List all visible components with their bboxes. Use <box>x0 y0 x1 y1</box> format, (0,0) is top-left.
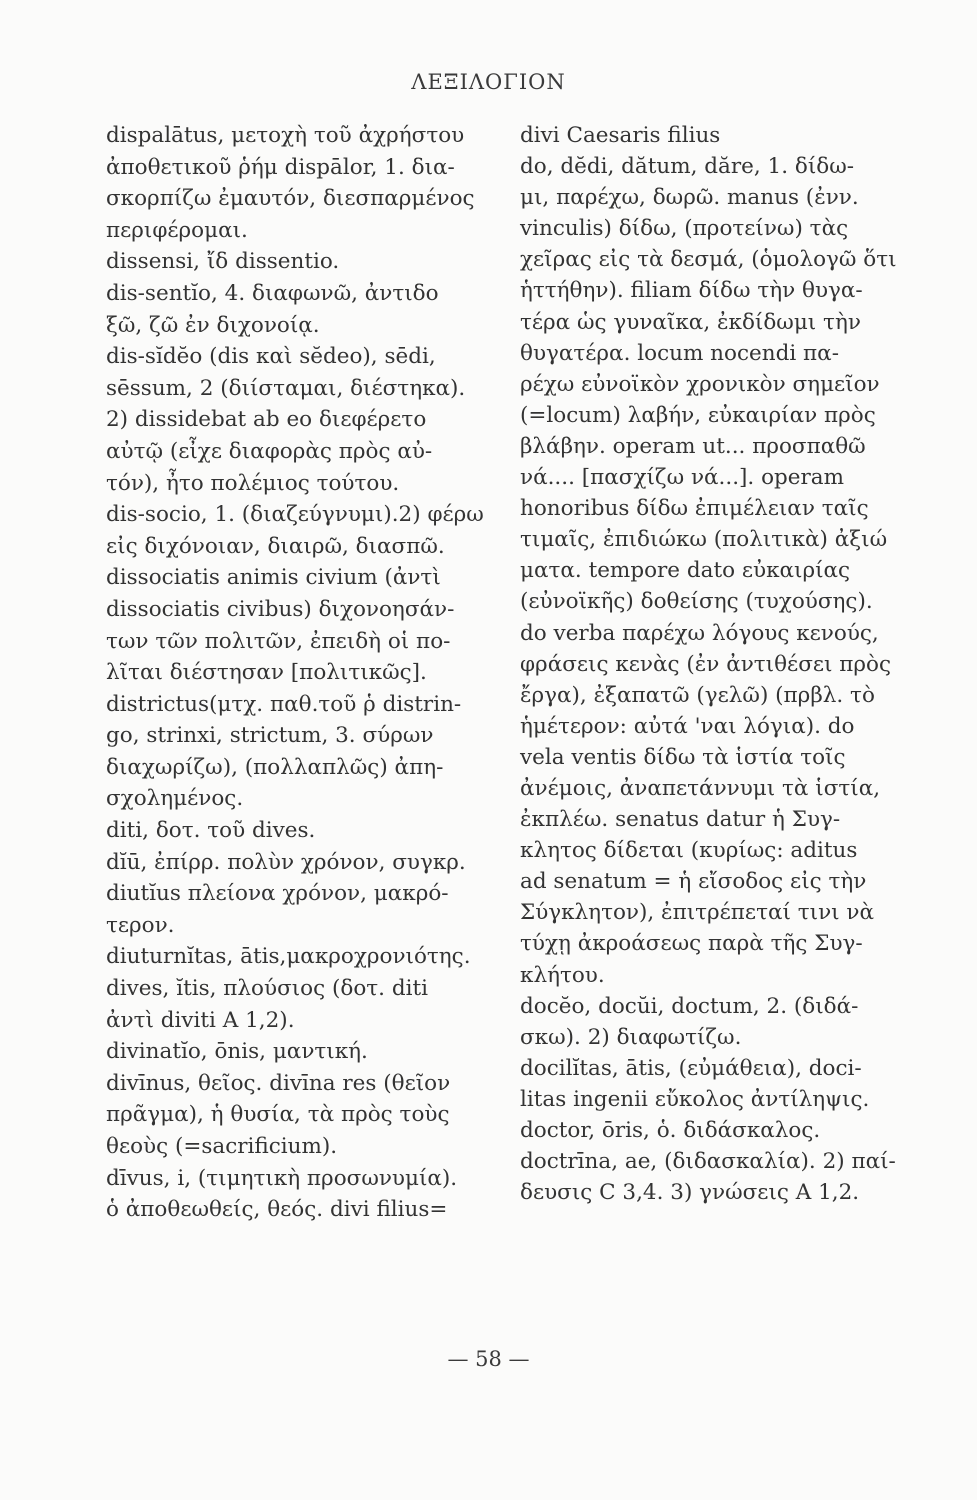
dictionary-line: μι, παρέχω, δωρῶ. manus (ἐνν. <box>520 185 859 211</box>
dictionary-line: περιφέρομαι. <box>106 217 248 243</box>
dictionary-line: τερον. <box>106 912 175 938</box>
dictionary-line: ὁ ἀποθεωθείς, θεός. divi filius= <box>106 1197 448 1223</box>
dictionary-line: ἔργα), ἐξαπατῶ (γελῶ) (πρβλ. τὸ <box>520 682 875 708</box>
dictionary-line: divīnus, θεῖος. divīna res (θεῖον <box>106 1070 451 1096</box>
dictionary-line: ad senatum = ἡ εἴσοδος εἰς τὴν <box>520 869 867 895</box>
dictionary-line: φράσεις κενὰς (ἐν ἀντιθέσει πρὸς <box>520 651 892 677</box>
dictionary-line: litas ingenii εὔκολος ἀντίληψις. <box>520 1086 870 1112</box>
dictionary-line: σκορπίζω ἐμαυτόν, διεσπαρμένος <box>106 186 475 212</box>
dictionary-line: docĕo, docŭi, doctum, 2. (διδά- <box>520 993 859 1019</box>
dictionary-line: Σύγκλητον), ἐπιτρέπεταί τινι νὰ <box>520 900 874 926</box>
dictionary-line: κλήτου. <box>520 962 605 988</box>
dictionary-line: ἡμέτερον: αὐτά 'ναι λόγια). do <box>520 713 855 739</box>
dictionary-line: σχολημένος. <box>106 786 244 812</box>
dictionary-line: ἐκπλέω. senatus datur ἡ Συγ- <box>520 807 841 833</box>
page-title: ΛΕΞΙΛΟΓΙΟΝ <box>411 70 566 94</box>
dictionary-line: dissociatis civibus) διχονοησάν- <box>106 596 455 622</box>
dictionary-line: diti, δοτ. τοῦ dives. <box>106 818 316 844</box>
dictionary-line: vinculis) δίδω, (προτείνω) τὰς <box>520 216 849 242</box>
dictionary-line: dĭū, ἐπίρρ. πολὺν χρόνον, συγκρ. <box>106 849 466 875</box>
dictionary-line: honoribus δίδω ἐπιμέλειαν ταῖς <box>520 496 869 522</box>
page-number: — 58 — <box>447 1347 530 1371</box>
dictionary-line: ἀντὶ diviti A 1,2). <box>106 1007 295 1033</box>
dictionary-line: doctrīna, ae, (διδασκαλία). 2) παί- <box>520 1149 896 1175</box>
dictionary-line: districtus(μτχ. παθ.τοῦ ῥ distrin- <box>106 691 462 717</box>
dictionary-line: ξῶ, ζῶ ἐν διχονοίᾳ. <box>106 312 320 338</box>
dictionary-line: δευσις C 3,4. 3) γνώσεις A 1,2. <box>520 1180 860 1206</box>
dictionary-line: ἀποθετικοῦ ῥήμ dispālor, 1. δια- <box>106 154 455 180</box>
dictionary-line: doctor, ōris, ὁ. διδάσκαλος. <box>520 1118 821 1143</box>
dictionary-line: (εὐνοϊκῆς) δοθείσης (τυχούσης). <box>520 589 873 615</box>
dictionary-line: ματα. tempore dato εὐκαιρίας <box>520 558 851 584</box>
dictionary-line: dis-sĭdĕo (dis καὶ sĕdeo), sēdi, <box>106 344 436 370</box>
dictionary-line: θεοὺς (=sacrificium). <box>106 1134 338 1159</box>
dictionary-line: λῖται διέστησαν [πολιτικῶς]. <box>106 660 427 686</box>
dictionary-line: do, dĕdi, dătum, dăre, 1. δίδω- <box>520 154 855 180</box>
dictionary-line: τέρα ὡς γυναῖκα, ἐκδίδωμι τὴν <box>520 309 861 335</box>
dictionary-line: νά.... [πασχίζω νά...]. operam <box>520 465 845 491</box>
right-column <box>520 120 940 1208</box>
dictionary-line: ἡττήθην). filiam δίδω τὴν θυγα- <box>520 278 863 304</box>
dictionary-line: διαχωρίζω), (πολλαπλῶς) ἀπη- <box>106 754 444 780</box>
dictionary-line: βλάβην. operam ut... προσπαθῶ <box>520 433 866 459</box>
dictionary-line: do verba παρέχω λόγους κενούς, <box>520 620 879 646</box>
dictionary-line: τόν), ἦτο πολέμιος τούτου. <box>106 470 400 496</box>
dictionary-line: των τῶν πολιτῶν, ἐπειδὴ οἱ πο- <box>106 628 451 654</box>
dictionary-line: dispalātus, μετοχὴ τοῦ ἀχρήστου <box>106 123 465 148</box>
dictionary-line: docilĭtas, ātis, (εὐμάθεια), doci- <box>520 1055 862 1081</box>
dictionary-line: diutĭus πλείονα χρόνον, μακρό- <box>106 881 449 907</box>
dictionary-line: χεῖρας εἰς τὰ δεσμά, (ὁμολογῶ ὅτι <box>520 247 897 273</box>
dictionary-line: (=locum) λαβήν, εὐκαιρίαν πρὸς <box>520 402 876 428</box>
dictionary-line: ἀνέμοις, ἀναπετάννυμι τὰ ἱστία, <box>520 775 881 801</box>
dictionary-line: 2) dissidebat ab eo διεφέρετο <box>106 407 427 433</box>
left-column <box>106 120 506 1226</box>
dictionary-line: dives, ĭtis, πλούσιος (δοτ. diti <box>106 976 428 1002</box>
dictionary-line: dīvus, i, (τιμητικὴ προσωνυμία). <box>106 1165 458 1191</box>
dictionary-line: σκω). 2) διαφωτίζω. <box>520 1024 742 1050</box>
dictionary-line: τύχῃ ἀκροάσεως παρὰ τῆς Συγ- <box>520 931 863 957</box>
dictionary-line: θυγατέρα. locum nocendi πα- <box>520 340 839 366</box>
dictionary-line: dis-sentĭo, 4. διαφωνῶ, ἀντιδο <box>106 280 439 306</box>
dictionary-line: dissensi, ἴδ dissentio. <box>106 249 340 275</box>
dictionary-line: divinatĭo, ōnis, μαντική. <box>106 1039 368 1065</box>
dictionary-line: ρέχω εὐνοϊκὸν χρονικὸν σημεῖον <box>520 371 880 397</box>
dictionary-line: dis-socio, 1. (διαζεύγνυμι).2) φέρω <box>106 502 484 528</box>
dictionary-line: vela ventis δίδω τὰ ἱστία τοῖς <box>520 744 846 770</box>
dictionary-line: go, strinxi, strictum, 3. σύρων <box>106 723 434 749</box>
dictionary-line: dissociatis animis civium (ἀντὶ <box>106 565 441 591</box>
dictionary-line: τιμαῖς, ἐπιδιώκω (πολιτικὰ) ἀξιώ <box>520 527 888 553</box>
dictionary-line: sēssum, 2 (διίσταμαι, διέστηκα). <box>106 375 466 401</box>
dictionary-line: εἰς διχόνοιαν, διαιρῶ, διασπῶ. <box>106 533 445 559</box>
dictionary-line: divi Caesaris filius <box>520 123 721 148</box>
dictionary-line: αὐτῷ (εἶχε διαφορὰς πρὸς αὐ- <box>106 438 433 464</box>
dictionary-line: diuturnĭtas, ātis,μακροχρονιότης. <box>106 944 471 970</box>
dictionary-line: πρᾶγμα), ἡ θυσία, τὰ πρὸς τοὺς <box>106 1102 450 1128</box>
dictionary-line: κλητος δίδεται (κυρίως: aditus <box>520 838 858 864</box>
